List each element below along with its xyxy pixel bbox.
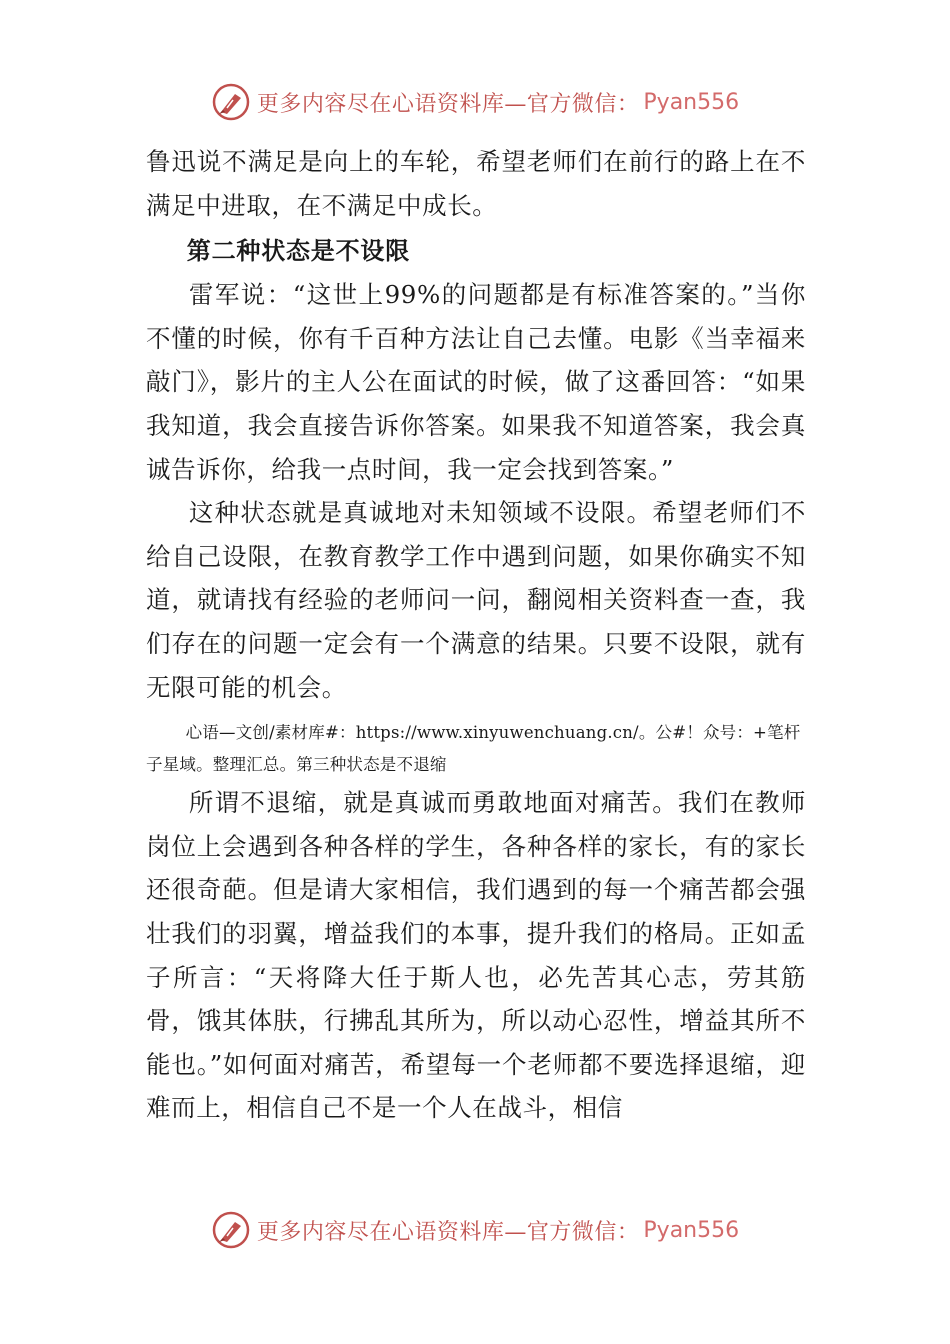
header-wechat-id: Pyan556 — [643, 89, 740, 115]
paragraph-4: 所谓不退缩，就是真诚而勇敢地面对痛苦。我们在教师岗位上会遇到各种各样的学生，各种各样的家长，有的家长还很奇葩。但是请大家相信，我们遇到的每一个痛苦都会强壮我们的羽翼，增益我们的本事，提升我们的格局。正如孟子所言：“天将降大任于斯人也，必先苦其心志，劳其筋骨，饿其体肤，行拂乱其所为，所以动心忍性，增益其所不能也。”如何面对痛苦，希望每一个老师都不要选择退缩，迎难而上，相信自己不是一个人在战斗，相信 — [146, 788, 806, 1123]
footer-slogan: 更多内容尽在心语资料库—官方微信： — [256, 1219, 640, 1245]
inserted-note — [146, 717, 806, 781]
pen-nib-logo-icon — [211, 82, 251, 122]
paragraph-3: 这种状态就是真诚地对未知领域不设限。希望老师们不给自己设限，在教育教学工作中遇到问题，如果你确实不知道，就请找有经验的老师问一问，翻阅相关资料查一查，我们存在的问题一定会有一个满意的结果。只要不设限，就有无限可能的机会。 — [146, 498, 806, 702]
paragraph-2: 雷军说：“这世上99%的问题都是有标准答案的。”当你不懂的时候，你有千百种方法让自己去懂。电影《当幸福来敲门》，影片的主人公在面试的时候，做了这番回答：“如果我知道，我会直接告诉你答案。如果我不知道答案，我会真诚告诉你，给我一点时间，我一定会找到答案。” — [146, 280, 806, 484]
footer-wechat-id: Pyan556 — [643, 1217, 740, 1243]
header-slogan: 更多内容尽在心语资料库—官方微信： — [256, 91, 640, 117]
pen-nib-logo-icon — [211, 1210, 251, 1250]
header-banner — [0, 80, 950, 124]
paragraph-1: 鲁迅说不满足是向上的车轮，希望老师们在前行的路上在不满足中进取，在不满足中成长。 — [146, 147, 806, 220]
section-heading-2: 第二种状态是不设限 — [186, 237, 410, 266]
note-suffix: 。公#！众号：+笔杆子星域。整理汇总。第三种状态是不退缩 — [146, 723, 801, 775]
footer-banner — [0, 1208, 950, 1252]
note-prefix: 心语—文创/素材库#： — [185, 723, 356, 743]
document-body — [146, 140, 806, 1130]
note-url: https://www.xinyuwenchuang.cn/ — [355, 723, 639, 743]
